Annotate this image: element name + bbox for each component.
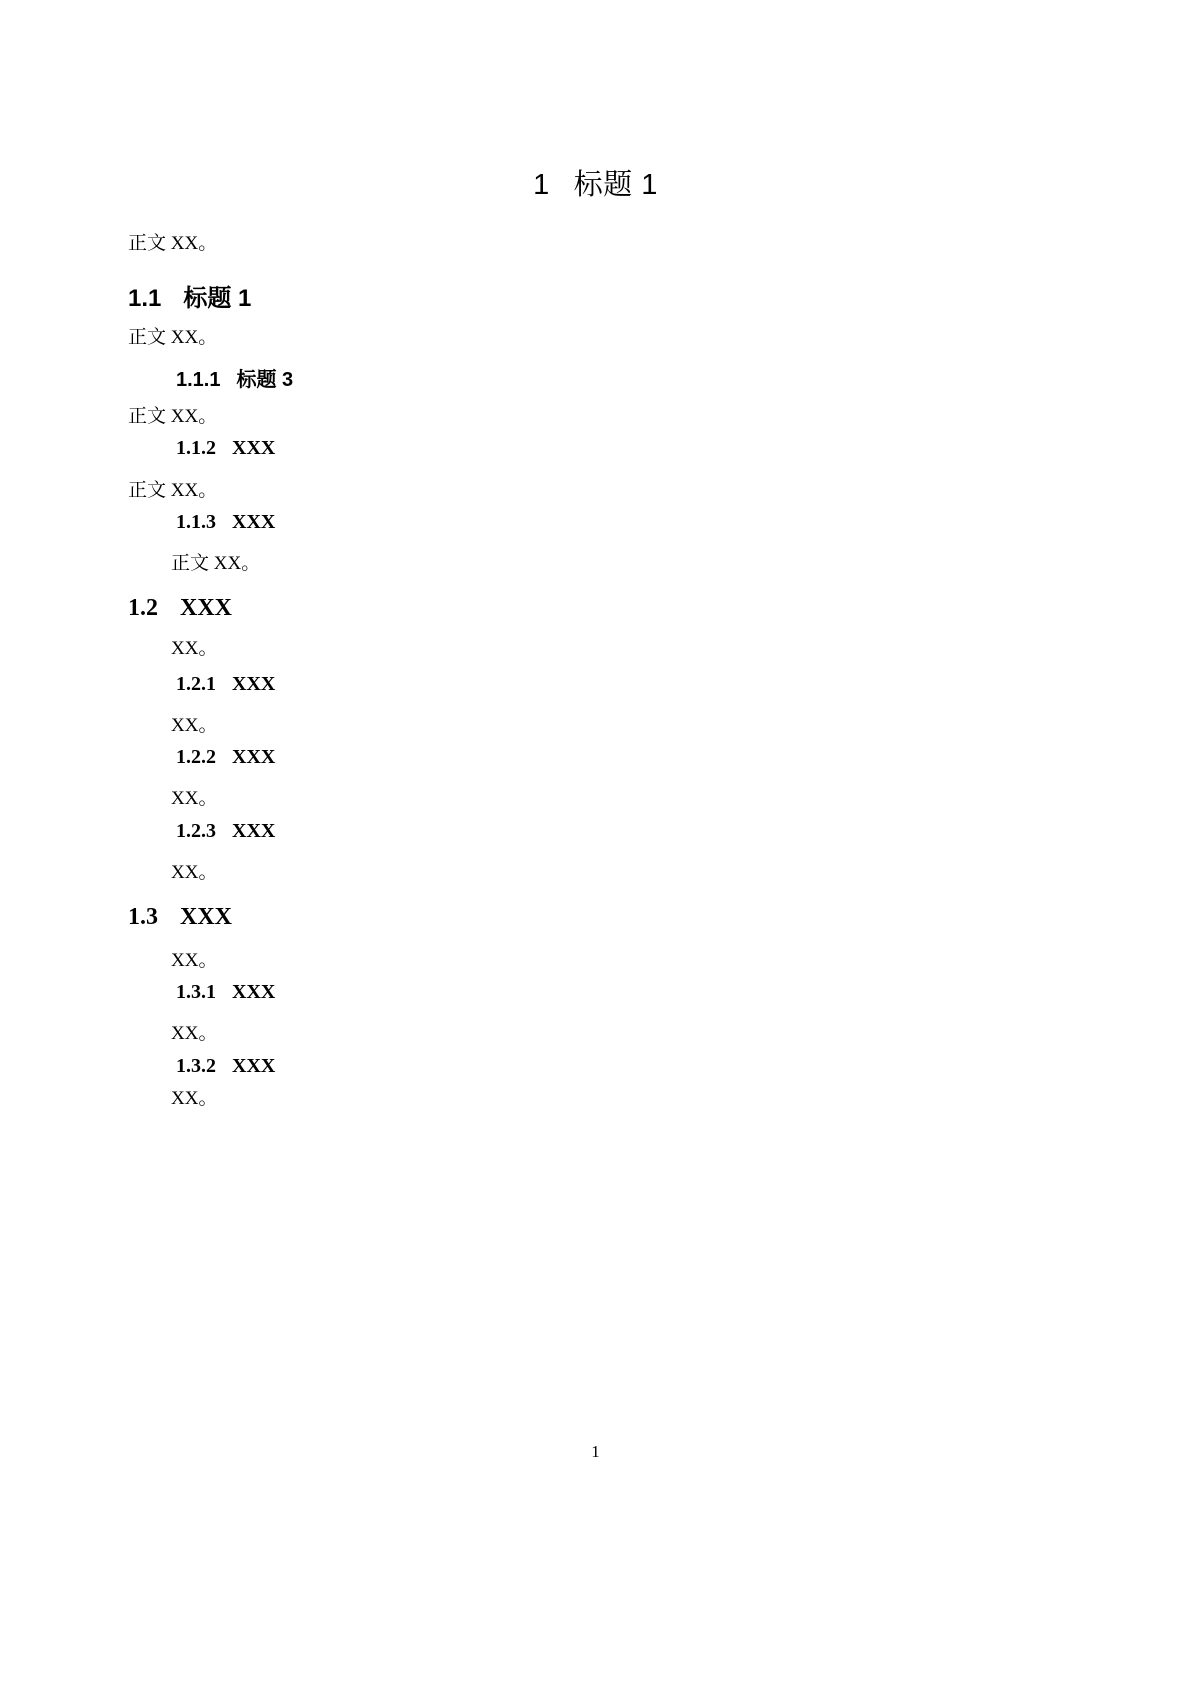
heading-text: 标题 1 [183,285,252,312]
page-title-number: 1 [533,169,550,201]
heading-number: 1.2 [128,595,158,621]
paragraph-text: XX。 [171,715,218,736]
heading-text: XXX [232,981,276,1003]
paragraph [128,401,217,428]
paragraph-text: 正文 XX。 [128,480,218,501]
paragraph [171,783,217,810]
paragraph-text: 正文 XX。 [171,553,261,574]
paragraph [171,945,217,972]
heading-text: XXX [232,820,276,842]
page-footer [0,1442,1191,1462]
heading-number: 1.3.2 [176,1055,216,1077]
heading-level-3 [176,746,275,769]
heading-text: XXX [232,746,276,768]
paragraph-text: 正文 XX。 [128,327,218,348]
heading-number: 1.1.2 [176,437,216,459]
heading-level-3 [176,820,275,843]
heading-number: 1.3 [128,904,158,930]
paragraph-text: XX。 [171,1088,218,1109]
paragraph [171,857,217,884]
heading-text: XXX [232,673,276,695]
heading-level-3 [176,981,275,1004]
page-title-text: 标题 1 [573,169,658,201]
paragraph-text: 正文 XX。 [128,233,218,254]
paragraph [128,228,217,255]
heading-level-3 [176,1055,275,1078]
paragraph [128,322,217,349]
paragraph-text: XX。 [171,1023,218,1044]
heading-number: 1.1.3 [176,511,216,533]
heading-level-2 [128,278,251,313]
paragraph-text: XX。 [171,788,218,809]
heading-number: 1.1 [128,285,162,312]
heading-level-3 [176,511,275,534]
heading-level-2 [128,595,232,622]
paragraph [171,633,217,660]
heading-text: XXX [232,1055,276,1077]
paragraph [128,475,217,502]
heading-level-3 [176,673,275,696]
paragraph-text: 正文 XX。 [128,406,218,427]
page-title [128,162,1063,203]
paragraph-text: XX。 [171,862,218,883]
heading-text: XXX [180,904,232,930]
heading-number: 1.1.1 [176,369,221,391]
heading-level-3 [176,363,293,392]
paragraph-text: XX。 [171,638,218,659]
heading-number: 1.2.2 [176,746,216,768]
heading-text: XXX [232,437,276,459]
heading-number: 1.2.1 [176,673,216,695]
heading-text: XXX [180,595,232,621]
paragraph [171,548,260,575]
heading-level-3 [176,437,275,460]
paragraph [171,1083,217,1110]
paragraph [171,710,217,737]
heading-level-2 [128,904,232,931]
heading-number: 1.3.1 [176,981,216,1003]
paragraph [171,1018,217,1045]
page-number: 1 [591,1442,600,1461]
heading-number: 1.2.3 [176,820,216,842]
heading-text: XXX [232,511,276,533]
heading-text: 标题 3 [236,369,294,391]
paragraph-text: XX。 [171,950,218,971]
